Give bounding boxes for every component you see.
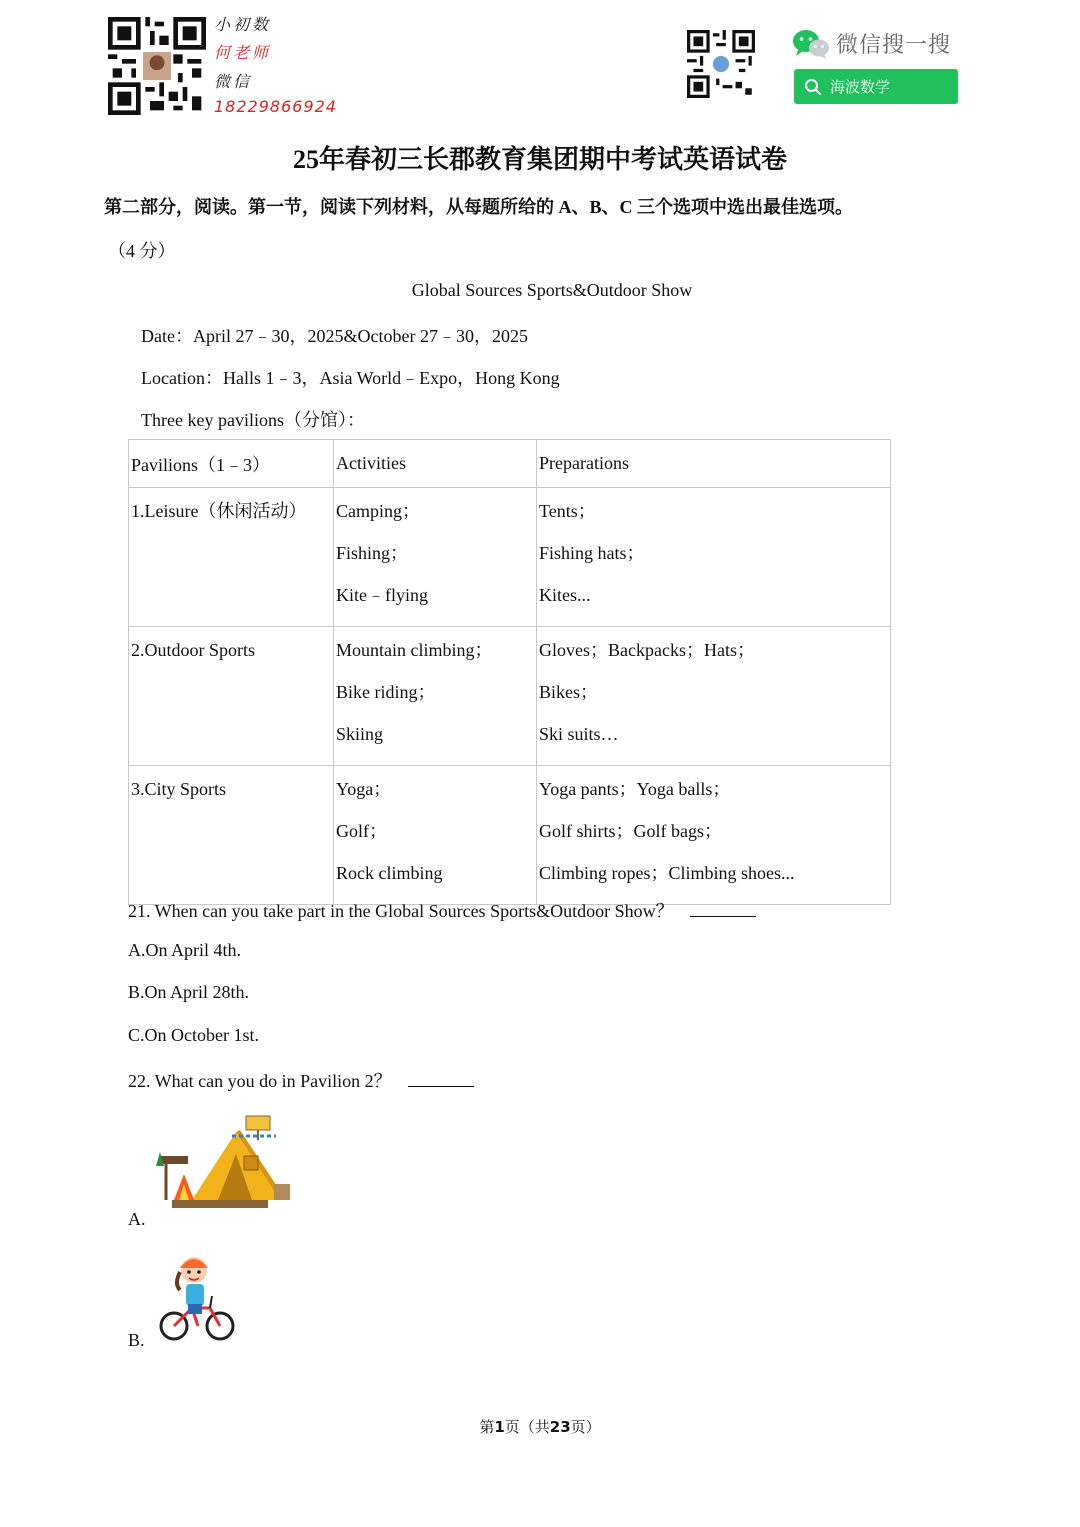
footer-suffix: 页） <box>570 1418 601 1436</box>
wechat-search-label: 微信搜一搜 <box>836 33 952 58</box>
activities-cell <box>334 488 537 627</box>
table-row <box>129 766 891 905</box>
question-22-option-a: A. <box>128 1209 146 1229</box>
key-pavilions-label: Three key pavilions（分馆）： <box>141 410 365 430</box>
handwritten-line-2: 何老师 <box>214 43 272 62</box>
question-21-option-c: C.On October 1st. <box>128 1025 259 1045</box>
activity-item: Camping； <box>336 501 420 521</box>
wechat-logo-icon <box>792 28 830 60</box>
footer-page-number: 1 <box>494 1418 505 1436</box>
footer-total-pages: 23 <box>549 1418 571 1436</box>
question-21-option-b: B.On April 28th. <box>128 982 250 1002</box>
answer-blank <box>690 902 756 917</box>
preparations-cell <box>537 627 891 766</box>
activity-item: Mountain climbing； <box>336 640 493 660</box>
show-location: Location：Halls 1﹣3，Asia World﹣Expo，Hong Kong <box>141 368 560 388</box>
show-title: Global Sources Sports&Outdoor Show <box>411 280 693 300</box>
preparation-item: Ski suits… <box>539 724 619 744</box>
activity-item: Yoga； <box>336 779 392 799</box>
activity-item: Golf； <box>336 821 387 841</box>
question-22 <box>128 1067 474 1093</box>
page-footer <box>0 1416 1080 1437</box>
activities-cell <box>334 627 537 766</box>
answer-blank <box>408 1072 474 1087</box>
pavilions-table <box>128 439 891 905</box>
activities-cell <box>334 766 537 905</box>
bike-riding-image <box>158 1248 238 1342</box>
table-row <box>129 488 891 627</box>
preparation-item: Kites... <box>539 585 591 605</box>
camping-tent-image <box>152 1114 298 1214</box>
activity-item: Bike riding； <box>336 682 436 702</box>
pavilion-name: 1.Leisure（休闲活动） <box>131 501 307 521</box>
question-21-option-a: A.On April 4th. <box>128 940 242 960</box>
activity-item: Skiing <box>336 724 384 744</box>
activity-item: Rock climbing <box>336 863 443 883</box>
activity-item: Kite﹣flying <box>336 585 428 605</box>
header-pavilions: Pavilions（1﹣3） <box>129 440 334 488</box>
pavilion-cell <box>129 627 334 766</box>
footer-middle: 页（共 <box>504 1418 550 1436</box>
handwritten-line-3: 微信 <box>214 72 253 91</box>
search-icon <box>804 78 822 96</box>
preparation-item: Yoga pants；Yoga balls； <box>539 779 731 799</box>
pavilion-name: 2.Outdoor Sports <box>131 640 256 660</box>
header-activities: Activities <box>334 440 537 488</box>
qr-code-teacher <box>108 17 206 115</box>
handwritten-phone: 18229866924 <box>214 97 337 116</box>
pavilion-cell <box>129 488 334 627</box>
qr-code-official-account <box>687 30 755 98</box>
table-header-row <box>129 440 891 488</box>
preparation-item: Tents； <box>539 501 596 521</box>
search-button-label: 海波数学 <box>830 78 891 96</box>
table-row <box>129 627 891 766</box>
question-21-text: 21. When can you take part in the Global Sources Sports&Outdoor Show？ <box>128 901 674 921</box>
preparation-item: Fishing hats； <box>539 543 645 563</box>
preparation-item: Golf shirts；Golf bags； <box>539 821 722 841</box>
footer-prefix: 第 <box>479 1418 495 1436</box>
section-instruction: 第二部分，阅读。第一节，阅读下列材料，从每题所给的 A、B、C 三个选项中选出最佳选项。 <box>104 197 853 217</box>
activity-item: Fishing； <box>336 543 409 563</box>
preparation-item: Gloves；Backpacks；Hats； <box>539 640 755 660</box>
page-title: 25年春初三长郡教育集团期中考试英语试卷 <box>292 145 787 174</box>
section-points: （4 分） <box>108 241 176 261</box>
header-preparations: Preparations <box>537 440 891 488</box>
pavilion-name: 3.City Sports <box>131 779 227 799</box>
wechat-search-button[interactable] <box>794 69 958 104</box>
preparations-cell <box>537 488 891 627</box>
handwritten-line-1: 小初数 <box>214 15 272 34</box>
preparation-item: Bikes； <box>539 682 599 702</box>
question-22-option-b: B. <box>128 1330 145 1350</box>
question-21 <box>128 897 756 923</box>
show-date: Date：April 27﹣30，2025&October 27﹣30，2025 <box>141 326 528 346</box>
preparations-cell <box>537 766 891 905</box>
question-22-text: 22. What can you do in Pavilion 2？ <box>128 1071 392 1091</box>
preparation-item: Climbing ropes；Climbing shoes... <box>539 863 795 883</box>
pavilion-cell <box>129 766 334 905</box>
